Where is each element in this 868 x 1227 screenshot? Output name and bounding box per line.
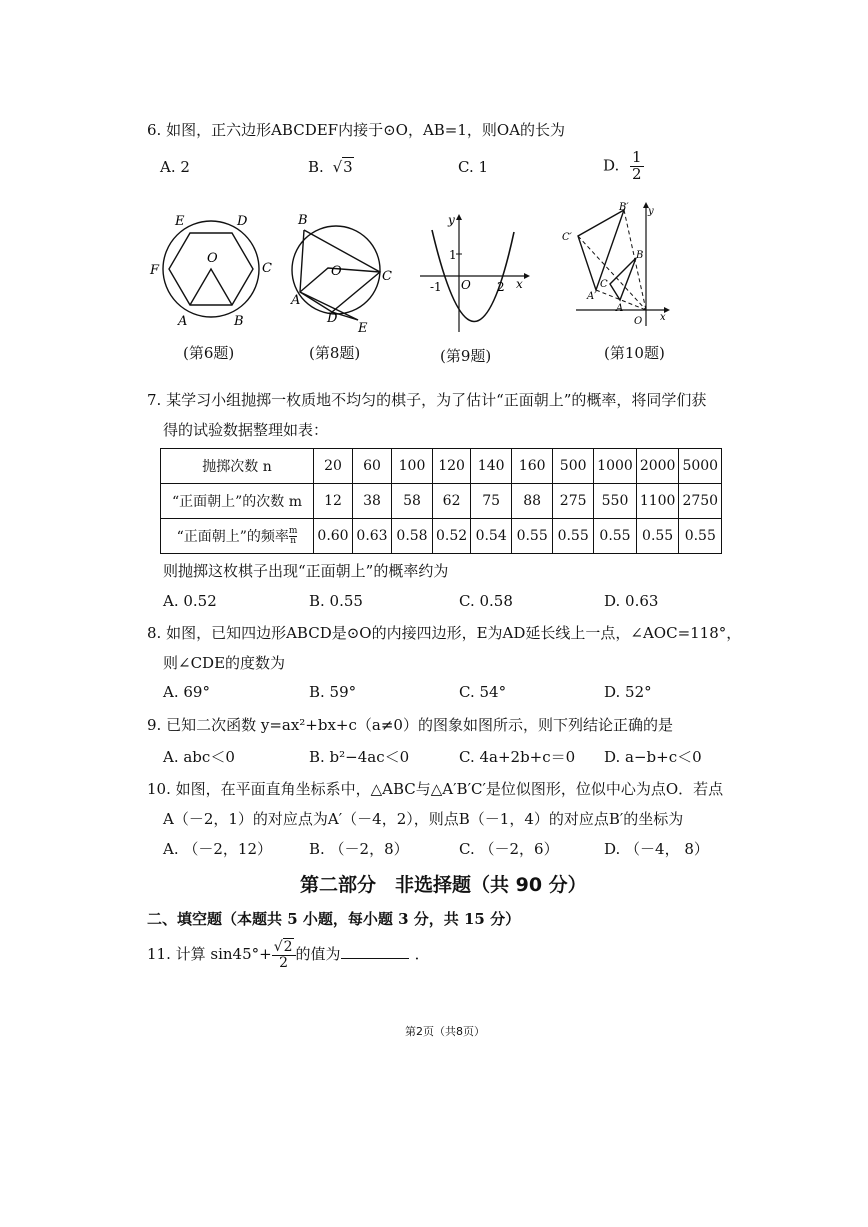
figure-q10-homothety (556, 198, 674, 336)
q10-option-a: A. （－2，12） (163, 840, 272, 858)
q10-option-d: D. （－4， 8） (604, 840, 709, 858)
fig6-label-B: B (234, 314, 244, 329)
table-cell: 60 (353, 449, 392, 484)
fig9-label-neg1: -1 (430, 280, 442, 294)
q6-option-c: C. 1 (458, 158, 489, 176)
q9-stem: 9. 已知二次函数 y=ax²+bx+c（a≠0）的图象如图所示，则下列结论正确的是 (147, 716, 673, 734)
table-row1-label: 抛掷次数 n (161, 449, 314, 484)
fig6-triangle-OAB (190, 269, 232, 305)
q10-stem-line1: 10. 如图，在平面直角坐标系中，△ABC与△A′B′C′是位似图形，位似中心为点O．若点 (147, 780, 724, 798)
fig6-label-O: O (207, 251, 218, 266)
table-cell: 100 (392, 449, 433, 484)
fig6-label-D: D (237, 214, 248, 229)
page-footer: 第2页（共8页） (405, 1025, 485, 1038)
table-cell: 0.52 (433, 519, 471, 554)
fig6-label-E: E (175, 214, 185, 229)
fig10-label-A: A (616, 303, 624, 314)
q7-stem-line2: 得的试验数据整理如表： (163, 421, 329, 439)
fig8-label-C: C (382, 269, 392, 284)
fig6-label-A: A (178, 314, 188, 329)
q10-option-b: B. （－2，8） (309, 840, 409, 858)
fig8-label-B: B (298, 213, 308, 228)
section-fill-in-heading: 二、填空题（本题共 5 小题，每小题 3 分，共 15 分） (147, 910, 521, 928)
table-cell: 2000 (636, 449, 679, 484)
q9-option-c: C. 4a+2b+c＝0 (459, 748, 576, 766)
q8-option-a: A. 69° (163, 683, 210, 701)
fig10-label-Ap: A′ (587, 291, 597, 302)
q7-option-c: C. 0.58 (459, 592, 513, 610)
q11-suffix: 的值为 (295, 945, 341, 964)
q10-option-c: C. （－2，6） (459, 840, 559, 858)
table-cell: 1000 (594, 449, 637, 484)
fig8-label-A: A (291, 293, 301, 308)
table-cell: 20 (314, 449, 353, 484)
q7-stem-line1: 7. 某学习小组抛掷一枚质地不均匀的棋子，为了估计“正面朝上”的概率，将同学们获 (147, 391, 707, 409)
table-cell: 1100 (636, 484, 679, 519)
q11-end: ． (414, 945, 430, 964)
table-cell: 500 (553, 449, 594, 484)
fig10-label-x: x (660, 312, 666, 323)
table-cell: 88 (512, 484, 553, 519)
q6-option-d (603, 150, 644, 183)
fig9-caption: (第9题) (440, 347, 492, 365)
table-row (161, 449, 722, 484)
table-cell: 0.60 (314, 519, 353, 554)
table-cell: 0.55 (636, 519, 679, 554)
q9-option-d: D. a−b+c＜0 (604, 748, 702, 766)
fig6-label-F: F (150, 263, 160, 278)
q6-option-d-numerator: 1 (632, 148, 642, 166)
q7-option-a: A. 0.52 (163, 592, 217, 610)
table-cell: 12 (314, 484, 353, 519)
q7-follow: 则抛掷这枚棋子出现“正面朝上”的概率约为 (163, 562, 449, 580)
fig6-label-C: C (262, 261, 272, 276)
table-row (161, 519, 722, 554)
q6-stem: 6. 如图，正六边形ABCDEF内接于⊙O，AB=1，则OA的长为 (147, 121, 566, 139)
table-cell: 120 (433, 449, 471, 484)
q9-option-a: A. abc＜0 (163, 748, 235, 766)
table-cell: 75 (471, 484, 512, 519)
q8-option-c: C. 54° (459, 683, 507, 701)
figure-q9-parabola (418, 212, 530, 336)
table-row (161, 484, 722, 519)
q11-frac-den: 2 (279, 954, 289, 971)
q6-option-d-prefix: D. (603, 156, 620, 175)
q11-prefix: 11. 计算 sin45°+ (147, 945, 272, 964)
q8-stem-line1: 8. 如图，已知四边形ABCD是⊙O的内接四边形，E为AD延长线上一点，∠AOC=118°， (147, 624, 742, 642)
table-cell: 140 (471, 449, 512, 484)
fig10-caption: (第10题) (604, 344, 665, 362)
fig9-label-x: x (516, 277, 523, 291)
q6-option-b: B. √3 (308, 158, 353, 176)
table-cell: 58 (392, 484, 433, 519)
q8-option-b: B. 59° (309, 683, 357, 701)
table-cell: 160 (512, 449, 553, 484)
q7-option-b: B. 0.55 (309, 592, 363, 610)
fig10-label-B: B (636, 250, 644, 261)
table-row3-frac-num: m (288, 526, 298, 537)
fig10-triangle-ABC (610, 258, 636, 300)
table-cell: 38 (353, 484, 392, 519)
q7-option-d: D. 0.63 (604, 592, 659, 610)
fig10-label-O: O (634, 316, 643, 327)
fig9-label-y: y (448, 213, 455, 227)
q8-stem-line2: 则∠CDE的度数为 (163, 654, 286, 672)
table-cell: 0.55 (679, 519, 722, 554)
table-cell: 0.55 (594, 519, 637, 554)
table-row3-frac-den: n (290, 536, 297, 547)
q11-answer-blank[interactable] (341, 944, 409, 959)
q8-option-d: D. 52° (604, 683, 652, 701)
figure-q6-hexagon (148, 205, 278, 335)
fig8-label-E: E (358, 321, 368, 336)
table-cell: 0.55 (553, 519, 594, 554)
q7-data-table (160, 448, 722, 554)
table-cell: 5000 (679, 449, 722, 484)
table-cell: 62 (433, 484, 471, 519)
q11-stem: 11. 计算 sin45°+ $\frac{√2}{2}$ 的值为 ． (147, 939, 430, 971)
fig9-label-2: 2 (497, 280, 505, 294)
fig8-label-O: O (331, 264, 342, 279)
table-cell: 0.55 (512, 519, 553, 554)
fig9-label-1: 1 (449, 248, 457, 262)
fig6-caption: (第6题) (183, 344, 235, 362)
table-row3-label (161, 519, 314, 554)
q6-option-d-denominator: 2 (632, 164, 642, 183)
q10-stem-line2: A（－2，1）的对应点为A′（－4，2），则点B（－1，4）的对应点B′的坐标为 (163, 810, 684, 828)
fig8-label-D: D (327, 311, 338, 326)
table-cell: 0.63 (353, 519, 392, 554)
q6-option-b-radicand: 3 (343, 158, 353, 176)
figure-q8-quadrilateral (288, 208, 398, 336)
fig10-label-C: C (600, 279, 608, 290)
fig9-label-O: O (461, 278, 471, 292)
table-cell: 550 (594, 484, 637, 519)
q11-frac-num-radicand: 2 (283, 939, 293, 955)
table-cell: 0.58 (392, 519, 433, 554)
q6-option-b-prefix: B. (308, 158, 324, 176)
q6-option-a: A. 2 (160, 158, 190, 176)
table-cell: 275 (553, 484, 594, 519)
fig10-label-Cp: C′ (562, 232, 572, 243)
table-cell: 0.54 (471, 519, 512, 554)
q9-option-b: B. b²−4ac＜0 (309, 748, 410, 766)
table-row3-label-text: “正面朝上”的频率 (176, 528, 289, 545)
fig10-label-Bp: B′ (619, 202, 629, 213)
table-row2-label: “正面朝上”的次数 m (161, 484, 314, 519)
fig8-caption: (第8题) (309, 344, 361, 362)
part2-heading: 第二部分 非选择题（共 90 分） (300, 874, 587, 896)
fig10-label-y: y (648, 206, 654, 217)
table-cell: 2750 (679, 484, 722, 519)
